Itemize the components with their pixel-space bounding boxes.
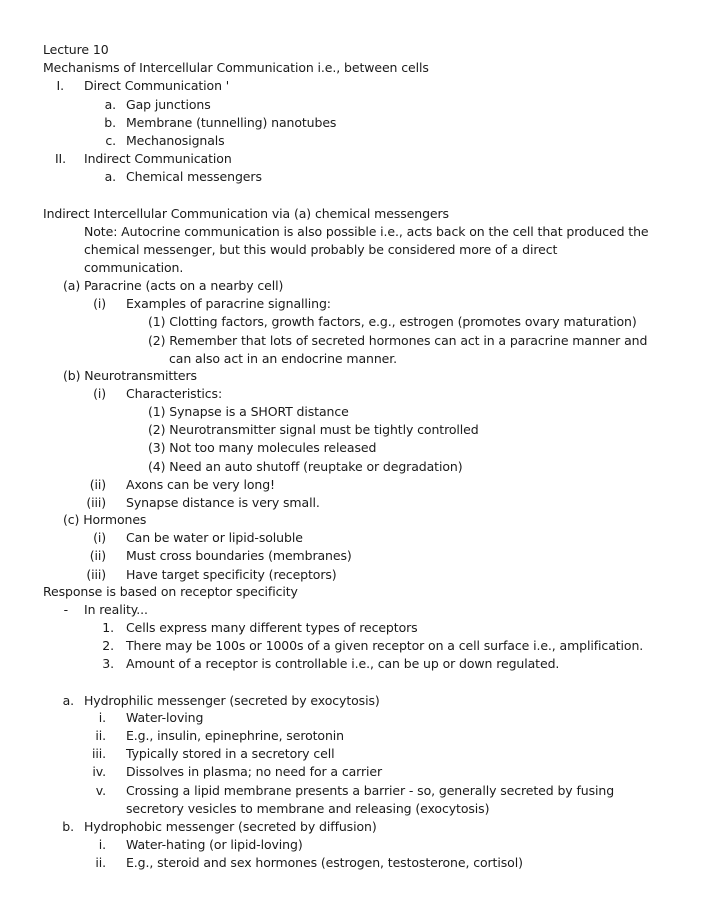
- list-marker: a.: [62, 693, 74, 708]
- section-heading: Indirect Intercellular Communication via (a) chemical messengers: [43, 206, 449, 221]
- list-item: E.g., steroid and sex hormones (estrogen, testosterone, cortisol): [126, 855, 523, 870]
- list-marker: v.: [95, 783, 106, 798]
- list-marker: (iii): [86, 567, 106, 582]
- list-item: Examples of paracrine signalling:: [126, 296, 331, 311]
- list-marker: i.: [98, 710, 106, 725]
- note-text: Note: Autocrine communication is also possible i.e., acts back on the cell that produced the: [84, 224, 649, 239]
- list-item: (1) Clotting factors, growth factors, e.g., estrogen (promotes ovary maturation): [148, 314, 637, 329]
- list-item: Dissolves in plasma; no need for a carrier: [126, 764, 383, 779]
- list-item: Synapse distance is very small.: [126, 495, 320, 510]
- list-item: Mechanosignals: [126, 133, 225, 148]
- list-item: (4) Need an auto shutoff (reuptake or degradation): [148, 459, 463, 474]
- list-marker: (ii): [89, 477, 106, 492]
- section-heading: Response is based on receptor specificity: [43, 584, 298, 599]
- list-item: Chemical messengers: [126, 169, 262, 184]
- list-item: Have target specificity (receptors): [126, 567, 337, 582]
- note-text: chemical messenger, but this would probably be considered more of a direct: [84, 242, 558, 257]
- list-item: Indirect Communication: [84, 151, 232, 166]
- list-item: Hydrophobic messenger (secreted by diffusion): [84, 819, 377, 834]
- subsection-heading: (a) Paracrine (acts on a nearby cell): [63, 278, 284, 293]
- list-marker: iv.: [92, 764, 106, 779]
- list-marker: (ii): [89, 548, 106, 563]
- list-marker: ii.: [95, 855, 106, 870]
- list-item: Crossing a lipid membrane presents a barrier - so, generally secreted by fusing: [126, 783, 615, 798]
- list-marker: (i): [93, 296, 106, 311]
- list-item: There may be 100s or 1000s of a given receptor on a cell surface i.e., amplification.: [126, 638, 644, 653]
- section-heading: Mechanisms of Intercellular Communication i.e., between cells: [43, 60, 429, 75]
- list-marker: II.: [54, 151, 66, 166]
- list-marker: (i): [93, 530, 106, 545]
- subsection-heading: (c) Hormones: [63, 512, 147, 527]
- list-marker: -: [63, 602, 68, 617]
- list-item: secretory vesicles to membrane and releasing (exocytosis): [126, 801, 490, 816]
- list-item: In reality...: [84, 602, 148, 617]
- list-marker: (i): [93, 386, 106, 401]
- list-item: Hydrophilic messenger (secreted by exocytosis): [84, 693, 380, 708]
- list-item: Axons can be very long!: [126, 477, 275, 492]
- subsection-heading: (b) Neurotransmitters: [63, 368, 197, 383]
- list-item: E.g., insulin, epinephrine, serotonin: [126, 728, 344, 743]
- list-marker: 2.: [102, 638, 114, 653]
- lecture-title: Lecture 10: [43, 42, 109, 57]
- list-item: Water-hating (or lipid-loving): [126, 837, 303, 852]
- note-text: communication.: [84, 260, 184, 275]
- list-marker: a.: [104, 169, 116, 184]
- list-marker: b.: [62, 819, 74, 834]
- list-item: (3) Not too many molecules released: [148, 440, 377, 455]
- list-item: (2) Remember that lots of secreted hormones can act in a paracrine manner and: [148, 333, 648, 348]
- list-item: Must cross boundaries (membranes): [126, 548, 352, 563]
- list-item: Membrane (tunnelling) nanotubes: [126, 115, 337, 130]
- list-item: (2) Neurotransmitter signal must be tightly controlled: [148, 422, 479, 437]
- list-marker: b.: [104, 115, 116, 130]
- list-marker: (iii): [86, 495, 106, 510]
- list-item: Typically stored in a secretory cell: [126, 746, 335, 761]
- list-item: Amount of a receptor is controllable i.e., can be up or down regulated.: [126, 656, 560, 671]
- list-marker: c.: [105, 133, 116, 148]
- list-marker: ii.: [95, 728, 106, 743]
- list-item: can also act in an endocrine manner.: [169, 351, 398, 366]
- list-marker: a.: [104, 97, 116, 112]
- list-item: Water-loving: [126, 710, 204, 725]
- list-marker: 1.: [102, 620, 114, 635]
- list-item: (1) Synapse is a SHORT distance: [148, 404, 349, 419]
- list-item: Direct Communication ': [84, 78, 230, 93]
- list-marker: i.: [98, 837, 106, 852]
- list-marker: iii.: [92, 746, 106, 761]
- list-item: Characteristics:: [126, 386, 223, 401]
- list-item: Cells express many different types of receptors: [126, 620, 418, 635]
- list-marker: 3.: [102, 656, 114, 671]
- list-marker: I.: [56, 78, 64, 93]
- list-item: Gap junctions: [126, 97, 211, 112]
- list-item: Can be water or lipid-soluble: [126, 530, 303, 545]
